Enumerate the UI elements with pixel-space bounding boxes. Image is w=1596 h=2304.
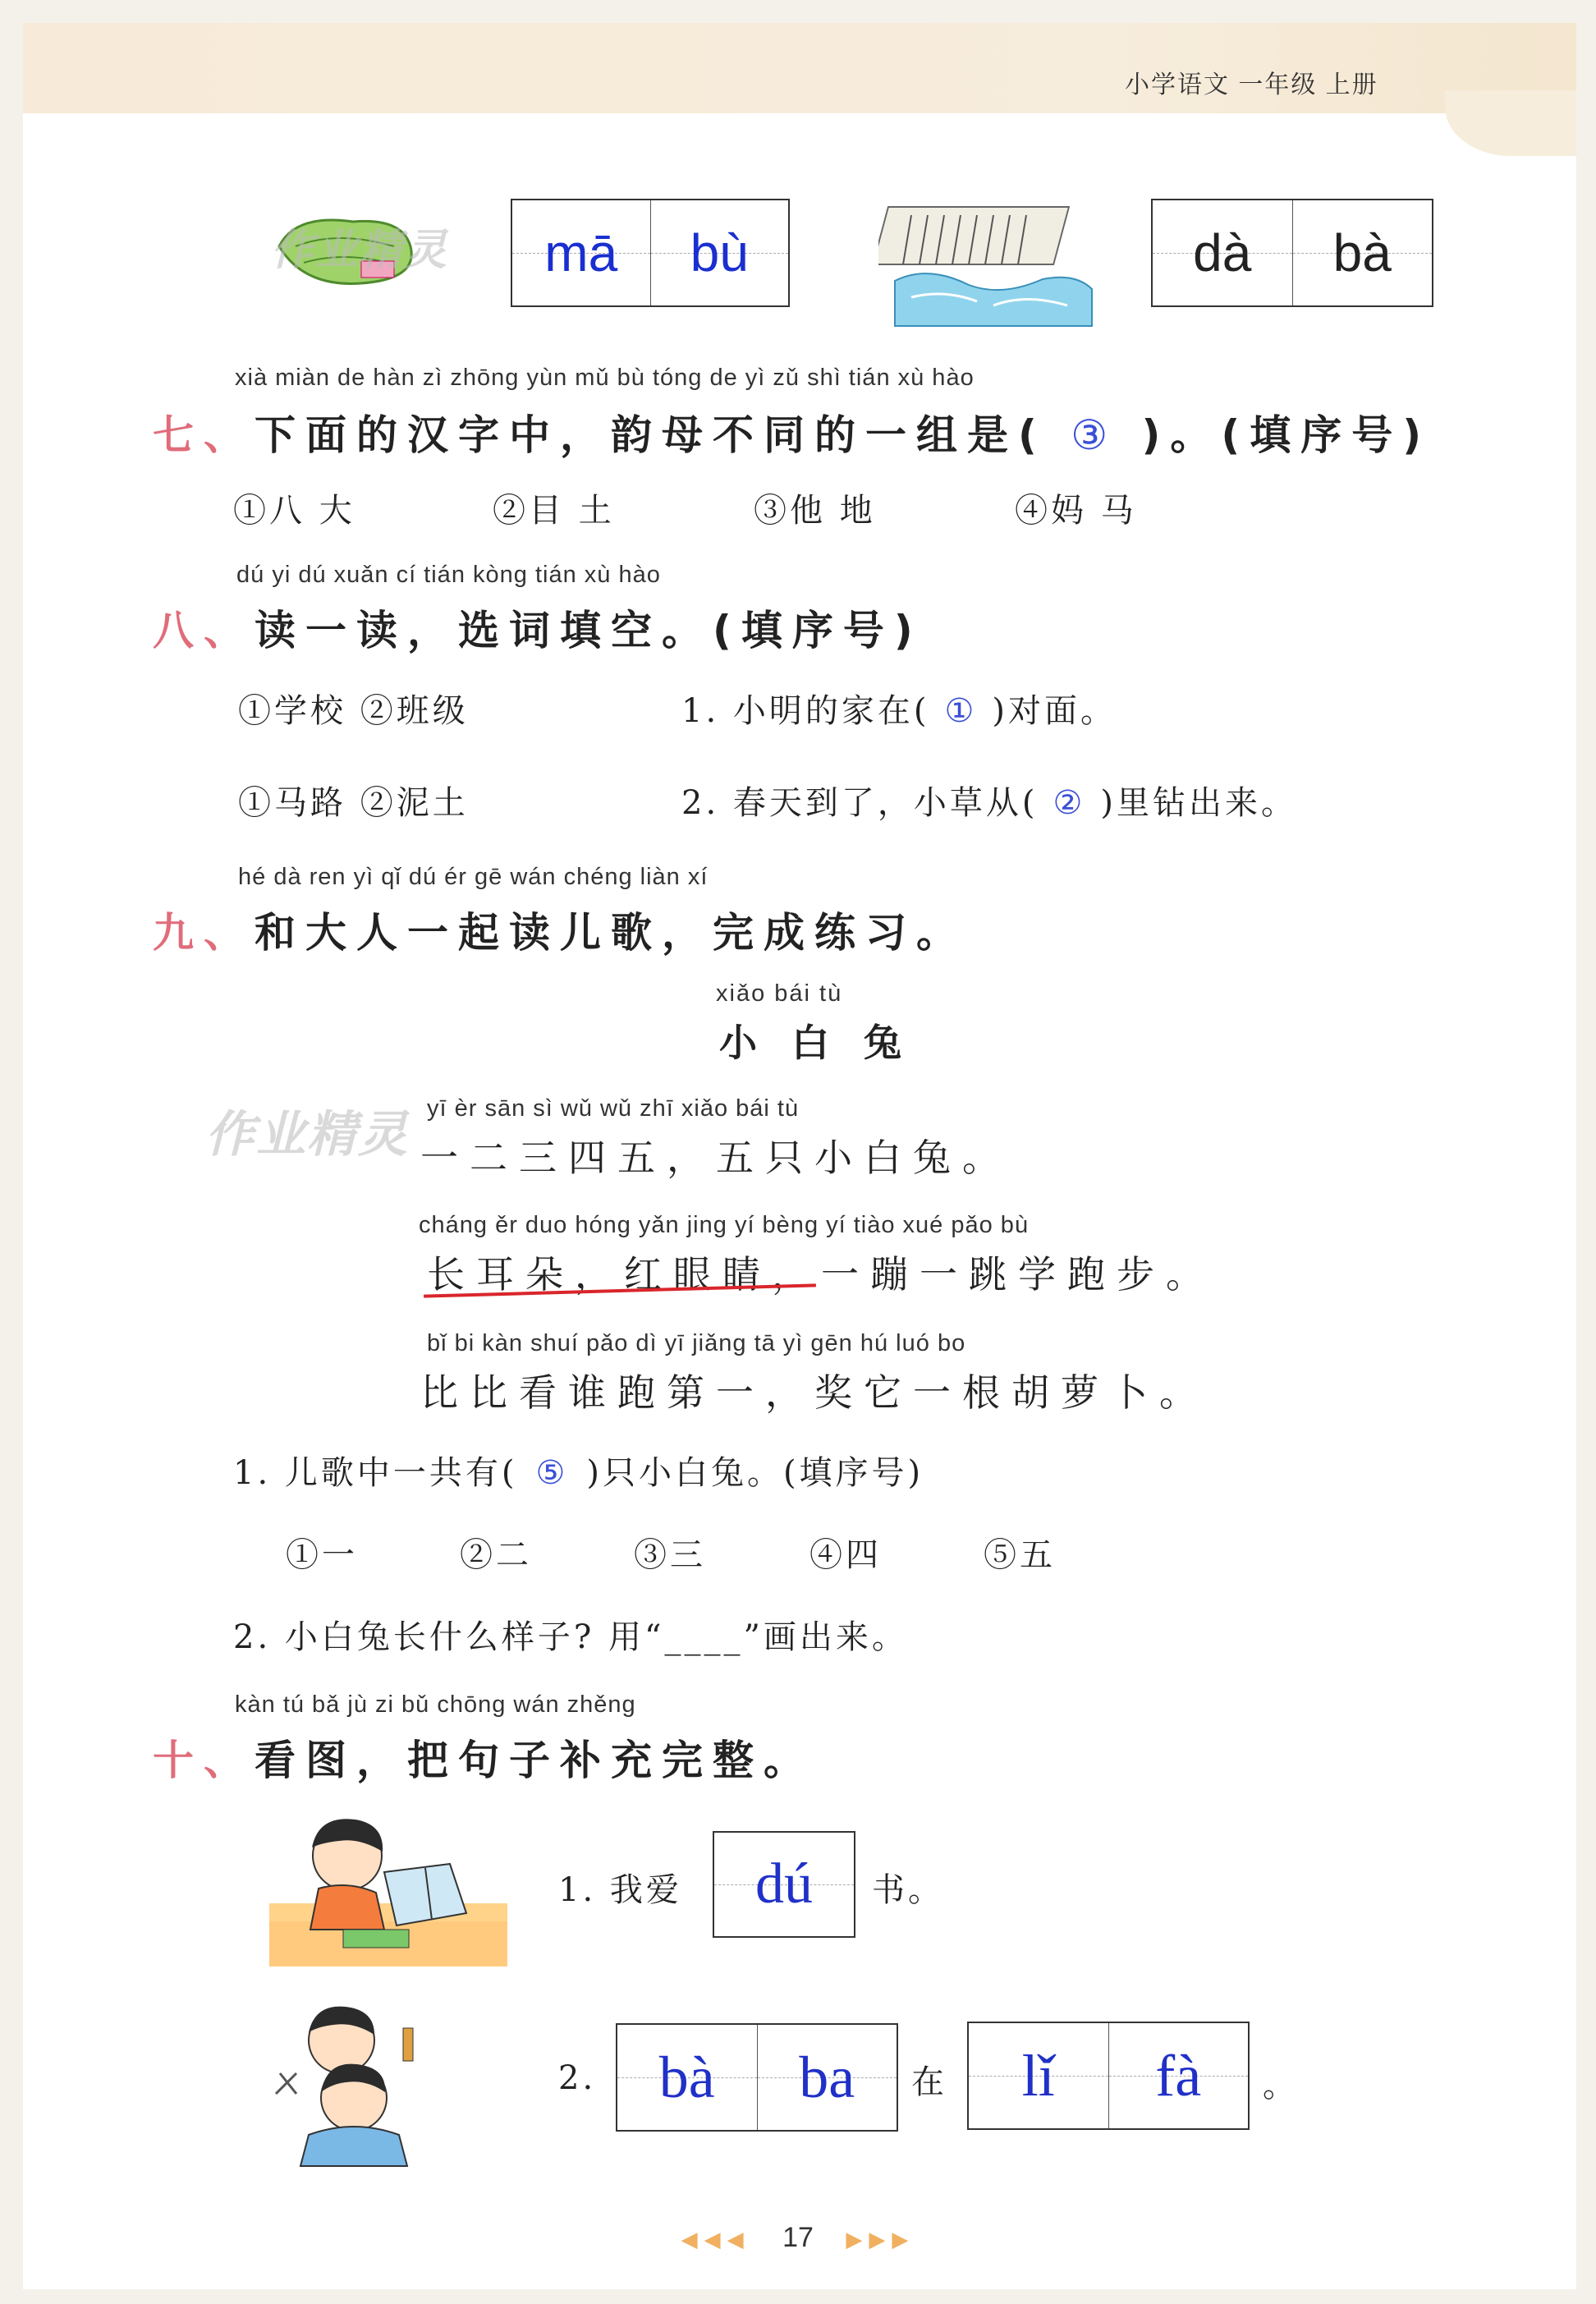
dam-illustration <box>878 182 1108 330</box>
father-haircut-illustration <box>251 1995 440 2168</box>
q9-sub1-b: )只小白兔。(填序号) <box>586 1454 924 1492</box>
q10-pinyin: kàn tú bǎ jù zi bǔ chōng wán zhěng <box>235 1691 636 1718</box>
right-arrows-icon: ▶▶▶ <box>846 2227 915 2251</box>
q8-row1-words: ①学校 ②班级 <box>238 692 469 730</box>
q8-row1-answer: ① <box>944 693 978 729</box>
q7-answer: ③ <box>1071 412 1118 458</box>
q10-s1-syllable: dú <box>755 1852 813 1916</box>
q8-pinyin: dú yi dú xuǎn cí tián kòng tián xù hào <box>236 562 661 588</box>
q7-text-a: 下面的汉字中，韵母不同的一组是( <box>255 411 1047 459</box>
q9-sub2: 2. 小白兔长什么样子? 用“____”画出来。 <box>233 1618 908 1656</box>
q10-s1-b: 书。 <box>872 1871 944 1909</box>
q7-option-3: ③他 地 <box>754 492 876 530</box>
pinyin-box-1-syllable-1: mā <box>544 223 618 282</box>
poem-line3: 比比看谁跑第一，奖它一根胡萝卜。 <box>420 1370 1208 1415</box>
pinyin-box-2-syllable-2: bà <box>1332 223 1392 282</box>
header-title: 小学语文 一年级 上册 <box>1125 71 1378 99</box>
q10-number: 十、 <box>153 1737 255 1784</box>
q10-s2-end: 。 <box>1263 2067 1299 2104</box>
q10-s2-num: 2. <box>558 2059 597 2097</box>
q8-row2-sentence <box>681 777 1297 824</box>
q10-s2-box1 <box>616 2023 898 2132</box>
q9-sub1-a: 1. 儿歌中一共有( <box>233 1454 518 1492</box>
q10-s2-box1-syllable-2: ba <box>799 2044 855 2110</box>
pinyin-box-2 <box>1151 199 1433 307</box>
left-arrows-icon: ◀◀◀ <box>681 2227 750 2251</box>
q9-sub1-answer: ⑤ <box>535 1455 569 1491</box>
q9-pinyin: hé dà ren yì qǐ dú ér gē wán chéng liàn xí <box>238 864 709 890</box>
q8-row2-sentence-b: )里钻出来。 <box>1100 784 1297 822</box>
q10-text: 看图，把句子补充完整。 <box>255 1737 814 1784</box>
poem-line1-pinyin: yī èr sān sì wǔ wǔ zhī xiǎo bái tù <box>427 1095 800 1122</box>
poem-title: 小白兔 <box>719 1021 936 1065</box>
q7-text-b: )。(填序号) <box>1141 411 1432 459</box>
poem-line1: 一二三四五，五只小白兔。 <box>420 1136 1011 1180</box>
q9-sub1-option-2: ②二 <box>460 1536 532 1574</box>
q8-row2-answer: ② <box>1053 785 1086 821</box>
q8-row2-sentence-a: 2. 春天到了，小草从( <box>681 784 1039 822</box>
watermark-2: 作业精灵 <box>205 1106 409 1163</box>
page-footer <box>0 2222 1596 2254</box>
q7-option-2: ②目 土 <box>493 492 615 530</box>
q10-heading <box>153 1728 814 1787</box>
poem-title-pinyin: xiǎo bái tù <box>716 980 843 1007</box>
q10-s2-box2-syllable-1: lǐ <box>1021 2042 1055 2109</box>
q7-pinyin: xià miàn de hàn zì zhōng yùn mǔ bù tóng de yì zǔ shì tián xù hào <box>235 365 975 391</box>
poem-line2: 长耳朵，红眼睛，一蹦一跳学跑步。 <box>427 1252 1215 1297</box>
boy-reading-illustration <box>261 1806 516 1971</box>
watermark: 作业精灵 <box>271 226 449 275</box>
pinyin-box-2-syllable-1: dà <box>1193 223 1252 282</box>
q10-s2-box2-syllable-2: fà <box>1155 2042 1202 2109</box>
q10-s2-box1-syllable-1: bà <box>658 2044 715 2110</box>
poem-line2-pinyin: cháng ěr duo hóng yǎn jing yí bèng yí tiào xué pǎo bù <box>419 1212 1030 1238</box>
page-number: 17 <box>782 2222 814 2253</box>
q7-option-1: ①八 大 <box>233 492 355 530</box>
q7-heading <box>153 402 1431 461</box>
q9-text: 和大人一起读儿歌，完成练习。 <box>255 909 967 957</box>
q8-number: 八、 <box>153 607 255 654</box>
q10-s2-box2 <box>967 2022 1250 2130</box>
q10-s2-mid: 在 <box>911 2063 947 2101</box>
q8-row1-sentence-a: 1. 小明的家在( <box>681 692 930 730</box>
q8-text: 读一读，选词填空。(填序号) <box>255 607 923 654</box>
pinyin-box-1 <box>511 199 790 307</box>
pinyin-box-1-syllable-2: bù <box>690 223 749 282</box>
q7-number: 七、 <box>153 411 255 459</box>
q9-sub1-option-4: ④四 <box>809 1536 882 1574</box>
q8-row1-sentence-b: )对面。 <box>992 692 1117 730</box>
poem-line3-pinyin: bǐ bi kàn shuí pǎo dì yī jiǎng tā yì gēn hú luó bo <box>427 1330 966 1356</box>
q9-sub1-option-5: ⑤五 <box>984 1536 1056 1574</box>
q10-s1-a: 1. 我爱 <box>558 1871 682 1909</box>
q8-row1-sentence <box>681 685 1117 732</box>
q8-heading <box>153 598 923 657</box>
q9-sub1 <box>233 1447 924 1494</box>
q7-option-4: ④妈 马 <box>1015 492 1137 530</box>
q8-row2-words: ①马路 ②泥土 <box>238 784 469 822</box>
q9-sub1-option-3: ③三 <box>634 1536 706 1574</box>
q10-s1-box <box>713 1831 855 1938</box>
q9-number: 九、 <box>153 909 255 957</box>
q9-heading <box>153 900 967 959</box>
q9-sub1-option-1: ①一 <box>286 1536 358 1574</box>
